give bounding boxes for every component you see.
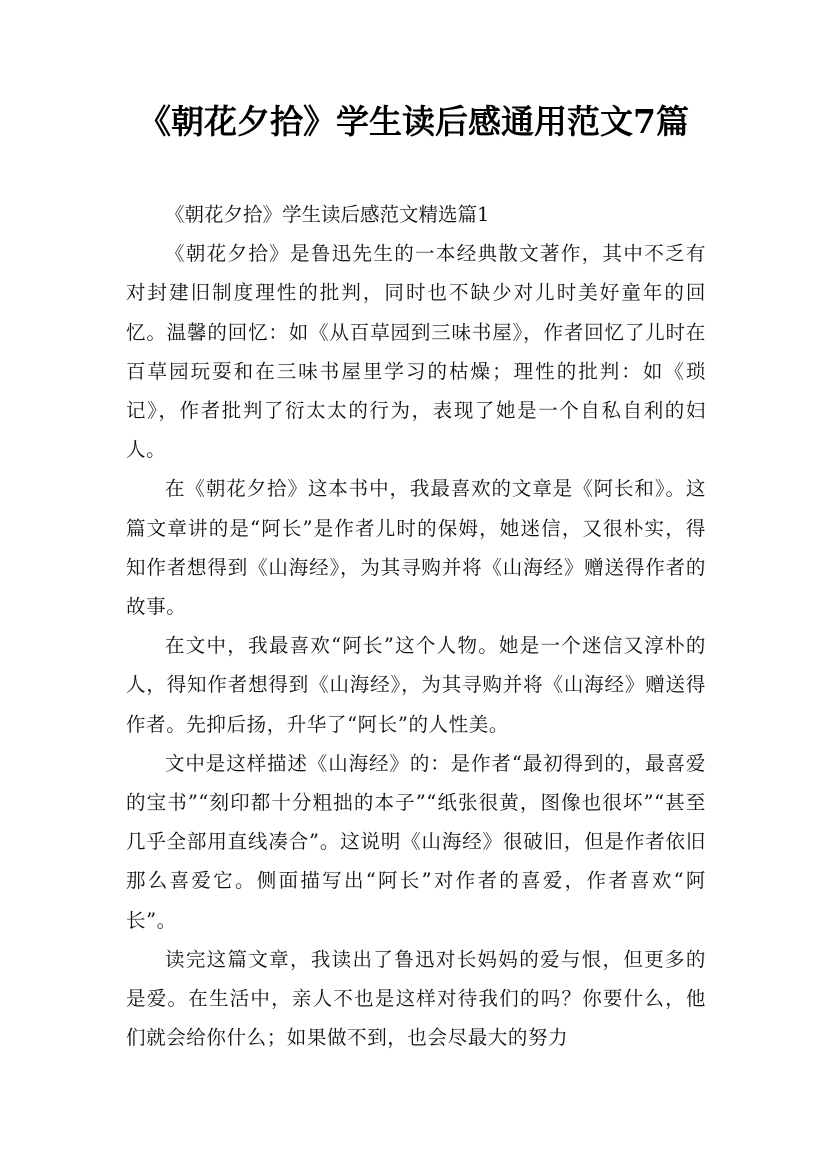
section-heading: 《朝花夕拾》学生读后感范文精选篇1 <box>165 203 490 226</box>
document-title: 《朝花夕拾》学生读后感通用范文7篇 <box>138 102 689 141</box>
document-body <box>126 195 706 1057</box>
paragraph-3: 在文中，我最喜欢“阿长”这个人物。她是一个迷信又淳朴的人，得知作者想得到《山海经》，为其寻购并将《山海经》赠送得作者。先抑后扬，升华了“阿长”的人性美。 <box>126 634 706 736</box>
paragraph-5: 读完这篇文章，我读出了鲁迅对长妈妈的爱与恨，但更多的是爱。在生活中，亲人不也是这样对待我们的吗？你要什么，他们就会给你什么；如果做不到，也会尽最大的努力 <box>126 947 706 1050</box>
paragraph-2: 在《朝花夕拾》这本书中，我最喜欢的文章是《阿长和》。这篇文章讲的是“阿长”是作者儿时的保姆，她迷信，又很朴实，得知作者想得到《山海经》，为其寻购并将《山海经》赠送得作者的故事。 <box>126 477 706 619</box>
paragraph-1: 《朝花夕拾》是鲁迅先生的一本经典散文著作，其中不乏有对封建旧制度理性的批判，同时也不缺少对儿时美好童年的回忆。温馨的回忆：如《从百草园到三味书屋》，作者回忆了儿时在百草园玩耍和在三味书屋里学习的枯燥；理性的批判：如《琐记》，作者批判了衍太太的行为，表现了她是一个自私自利的妇人。 <box>126 242 706 462</box>
paragraph-4: 文中是这样描述《山海经》的：是作者“最初得到的，最喜爱的宝书”“刻印都十分粗拙的本子”“纸张很黄，图像也很坏”“甚至几乎全部用直线凑合”。这说明《山海经》很破旧，但是作者依旧那么喜爱它。侧面描写出“阿长”对作者的喜爱，作者喜欢“阿长”。 <box>126 751 706 932</box>
